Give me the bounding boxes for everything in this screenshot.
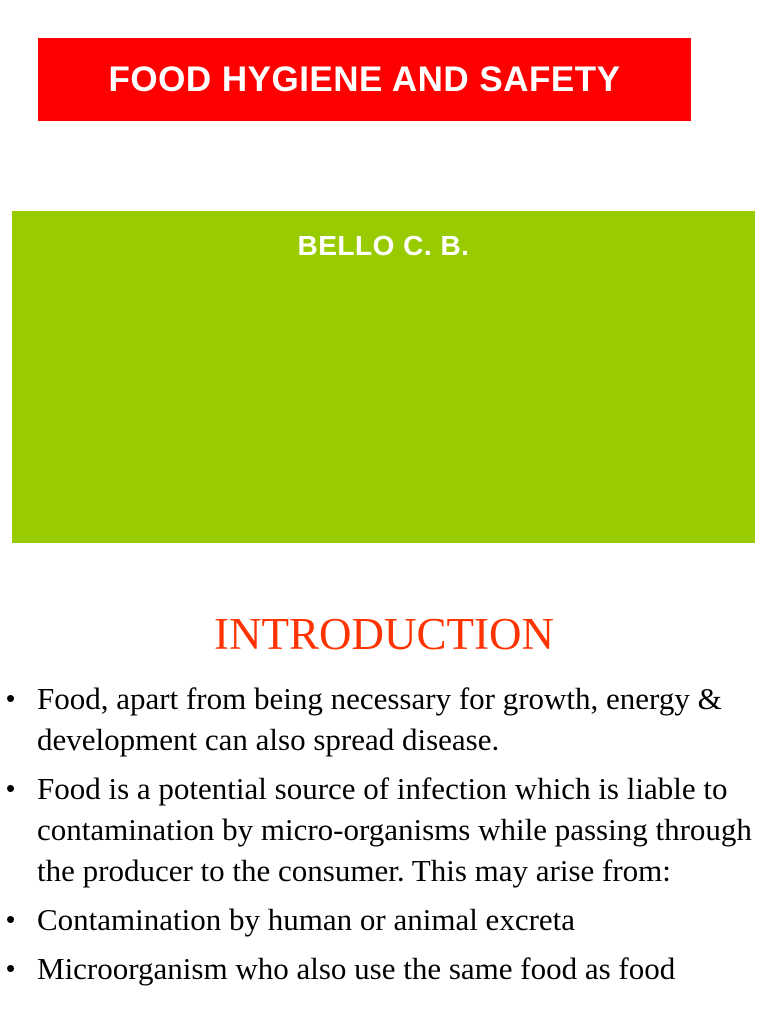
bullet-icon: • bbox=[6, 904, 16, 934]
bullet-item bbox=[0, 768, 768, 891]
bullet-icon: • bbox=[6, 683, 16, 713]
author-block bbox=[12, 211, 755, 543]
title-banner bbox=[38, 38, 691, 121]
bullet-icon: • bbox=[6, 773, 16, 803]
bullet-list bbox=[0, 678, 768, 997]
slide-title: FOOD HYGIENE AND SAFETY bbox=[108, 59, 621, 99]
bullet-item bbox=[0, 678, 768, 760]
bullet-text: Microorganism who also use the same food as food bbox=[37, 951, 676, 986]
bullet-item bbox=[0, 899, 768, 940]
bullet-icon: • bbox=[6, 953, 16, 983]
author-name: BELLO C. B. bbox=[297, 230, 470, 261]
bullet-text: Food, apart from being necessary for growth, energy & development can also spread disease. bbox=[37, 681, 722, 757]
bullet-text: Food is a potential source of infection which is liable to contamination by micro-organisms while passing through the producer to the consumer. This may arise from: bbox=[37, 771, 752, 888]
bullet-text: Contamination by human or animal excreta bbox=[37, 902, 576, 937]
bullet-item bbox=[0, 948, 768, 989]
section-heading: INTRODUCTION bbox=[214, 609, 554, 659]
